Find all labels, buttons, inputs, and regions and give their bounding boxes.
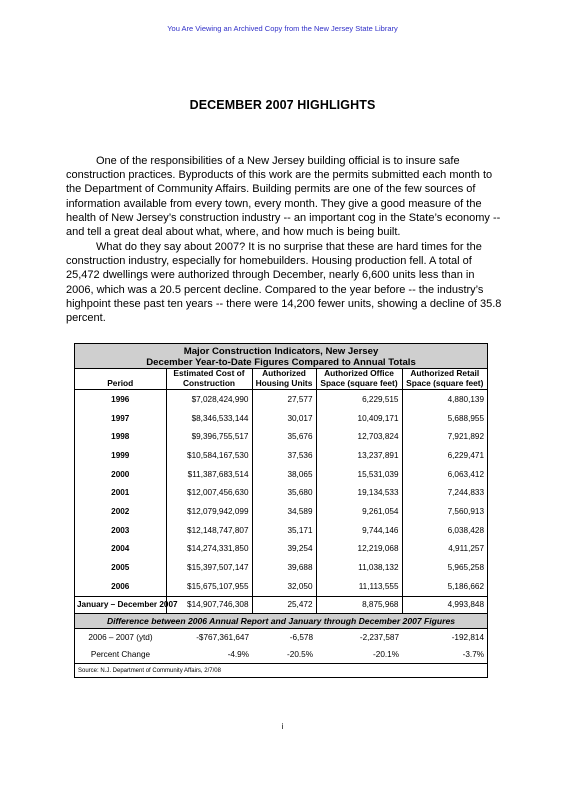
- table-row: [75, 577, 487, 596]
- table-row: [75, 502, 487, 521]
- cell-period: 2001: [75, 483, 166, 502]
- cell-office: 9,261,054: [316, 502, 402, 521]
- cell-retail: 5,186,662: [447, 581, 485, 591]
- summary-paragraph: What do they say about 2007? It is no surprise that these are hard times for the construction industry, especially for homebuilders. Housing production fell. A total of 25,472 dwellings were authorized through December, nearly 6,600 units less than in 2006, which was a 20.5 percent decline. Compared to the year before -- the industry’s highpoint these past ten years -- there were 14,200 fewer units, showing a decline of 35.8 percent.: [66, 241, 502, 325]
- page-number: i: [281, 722, 284, 731]
- pct-retail: -3.7%: [462, 649, 485, 659]
- table-title: [75, 344, 487, 369]
- cell-office: 11,113,555: [316, 577, 402, 596]
- cell-period: 1998: [75, 427, 166, 446]
- cell-office: 10,409,171: [316, 409, 402, 428]
- cell-cost: $12,079,942,099: [166, 502, 252, 521]
- source-note: Source: N.J. Department of Community Affairs, 2/7/08: [75, 663, 487, 678]
- cell-office: 6,229,515: [316, 390, 402, 409]
- diff-cost: -$767,361,647: [196, 632, 249, 642]
- table-row: [75, 521, 487, 540]
- cell-cost: $10,584,167,530: [166, 446, 252, 465]
- cell-period: 1997: [75, 409, 166, 428]
- ytd-period: January – December 2007: [75, 596, 166, 613]
- pct-office: -20.1%: [373, 649, 399, 659]
- table-row: [75, 446, 487, 465]
- diff-period: 2006 – 2007 (ytd): [88, 632, 153, 642]
- cell-housing: 38,065: [252, 465, 316, 484]
- cell-period: 1999: [75, 446, 166, 465]
- ytd-office: 8,875,968: [316, 596, 402, 613]
- page-title: DECEMBER 2007 HIGHLIGHTS: [189, 98, 376, 112]
- intro-paragraph: One of the responsibilities of a New Jersey building official is to insure safe construction practices. Byproducts of this work are the permits submitted each month to the Department of Community Affairs. Building permits are one of the few sources of information available from every town, every month. They give a good measure of the health of New Jersey’s construction industry -- an important cog in the State’s economy -- and tell a great deal about what, where, and how much is being built.: [66, 155, 501, 239]
- archive-banner: You Are Viewing an Archived Copy from the New Jersey State Library: [167, 24, 398, 33]
- cell-period: 1996: [75, 390, 166, 409]
- table-title-line2: December Year-to-Date Figures Compared to Annual Totals: [146, 357, 416, 368]
- difference-heading: Difference between 2006 Annual Report and January through December 2007 Figures: [75, 613, 487, 628]
- cell-housing: 39,688: [252, 558, 316, 577]
- cell-period: 2005: [75, 558, 166, 577]
- cell-housing: 27,577: [252, 390, 316, 409]
- pct-period: Percent Change: [90, 649, 151, 659]
- diff-retail: -192,814: [451, 632, 485, 642]
- cell-housing: 32,050: [252, 577, 316, 596]
- cell-cost: $12,007,456,630: [166, 483, 252, 502]
- cell-office: 13,237,891: [316, 446, 402, 465]
- cell-retail: 6,038,428: [447, 525, 485, 535]
- cell-cost: $12,148,747,807: [166, 521, 252, 540]
- cell-cost: $11,387,683,514: [166, 465, 252, 484]
- cell-retail: 5,688,955: [447, 413, 485, 423]
- cell-retail: 6,063,412: [447, 469, 485, 479]
- table-title-line1: Major Construction Indicators, New Jersey: [183, 346, 379, 357]
- cell-retail: 4,911,257: [448, 544, 485, 554]
- difference-row: [75, 628, 487, 646]
- cell-retail: 7,921,892: [447, 432, 485, 442]
- cell-retail: 7,244,833: [447, 488, 485, 498]
- table-row: [75, 427, 487, 446]
- cell-period: 2004: [75, 540, 166, 559]
- cell-cost: $14,274,331,850: [166, 540, 252, 559]
- table-row: [75, 483, 487, 502]
- ytd-2007-row: [75, 596, 487, 613]
- cell-housing: 35,680: [252, 483, 316, 502]
- cell-cost: $15,397,507,147: [166, 558, 252, 577]
- cell-retail: 7,560,913: [447, 506, 485, 516]
- table-header-row: [75, 369, 487, 390]
- cell-period: 2000: [75, 465, 166, 484]
- cell-cost: $8,346,533,144: [166, 409, 252, 428]
- table-row: [75, 558, 487, 577]
- diff-office: -2,237,587: [359, 632, 399, 642]
- ytd-housing: 25,472: [252, 596, 316, 613]
- cell-housing: 35,171: [252, 521, 316, 540]
- ytd-retail: 4,993,848: [402, 596, 487, 613]
- cell-office: 12,219,068: [316, 540, 402, 559]
- header-retail: Authorized Retail Space (square feet): [402, 369, 487, 390]
- table-row: [75, 409, 487, 428]
- ytd-cost: $14,907,746,308: [166, 596, 252, 613]
- cell-retail: 4,880,139: [447, 394, 485, 404]
- percent-change-row: [75, 646, 487, 664]
- cell-office: 11,038,132: [316, 558, 402, 577]
- cell-period: 2002: [75, 502, 166, 521]
- pct-housing: -20.5%: [287, 649, 313, 659]
- cell-office: 9,744,146: [316, 521, 402, 540]
- header-housing: Authorized Housing Units: [252, 369, 316, 390]
- cell-housing: 34,589: [252, 502, 316, 521]
- diff-housing: -6,578: [289, 632, 313, 642]
- cell-housing: 35,676: [252, 427, 316, 446]
- cell-office: 15,531,039: [316, 465, 402, 484]
- table-row: [75, 465, 487, 484]
- construction-indicators-table: [74, 343, 488, 678]
- cell-cost: $7,028,424,990: [166, 390, 252, 409]
- table-row: [75, 390, 487, 409]
- cell-cost: $9,396,755,517: [166, 427, 252, 446]
- header-cost: Estimated Cost of Construction: [166, 369, 252, 390]
- cell-office: 12,703,824: [316, 427, 402, 446]
- cell-period: 2003: [75, 521, 166, 540]
- cell-office: 19,134,533: [316, 483, 402, 502]
- cell-period: 2006: [75, 577, 166, 596]
- cell-housing: 37,536: [252, 446, 316, 465]
- cell-retail: 5,965,258: [447, 563, 485, 573]
- cell-housing: 39,254: [252, 540, 316, 559]
- cell-retail: 6,229,471: [447, 450, 485, 460]
- pct-cost: -4.9%: [227, 649, 249, 659]
- cell-cost: $15,675,107,955: [166, 577, 252, 596]
- header-period: Period: [75, 369, 166, 390]
- table-row: [75, 540, 487, 559]
- header-office: Authorized Office Space (square feet): [316, 369, 402, 390]
- cell-housing: 30,017: [252, 409, 316, 428]
